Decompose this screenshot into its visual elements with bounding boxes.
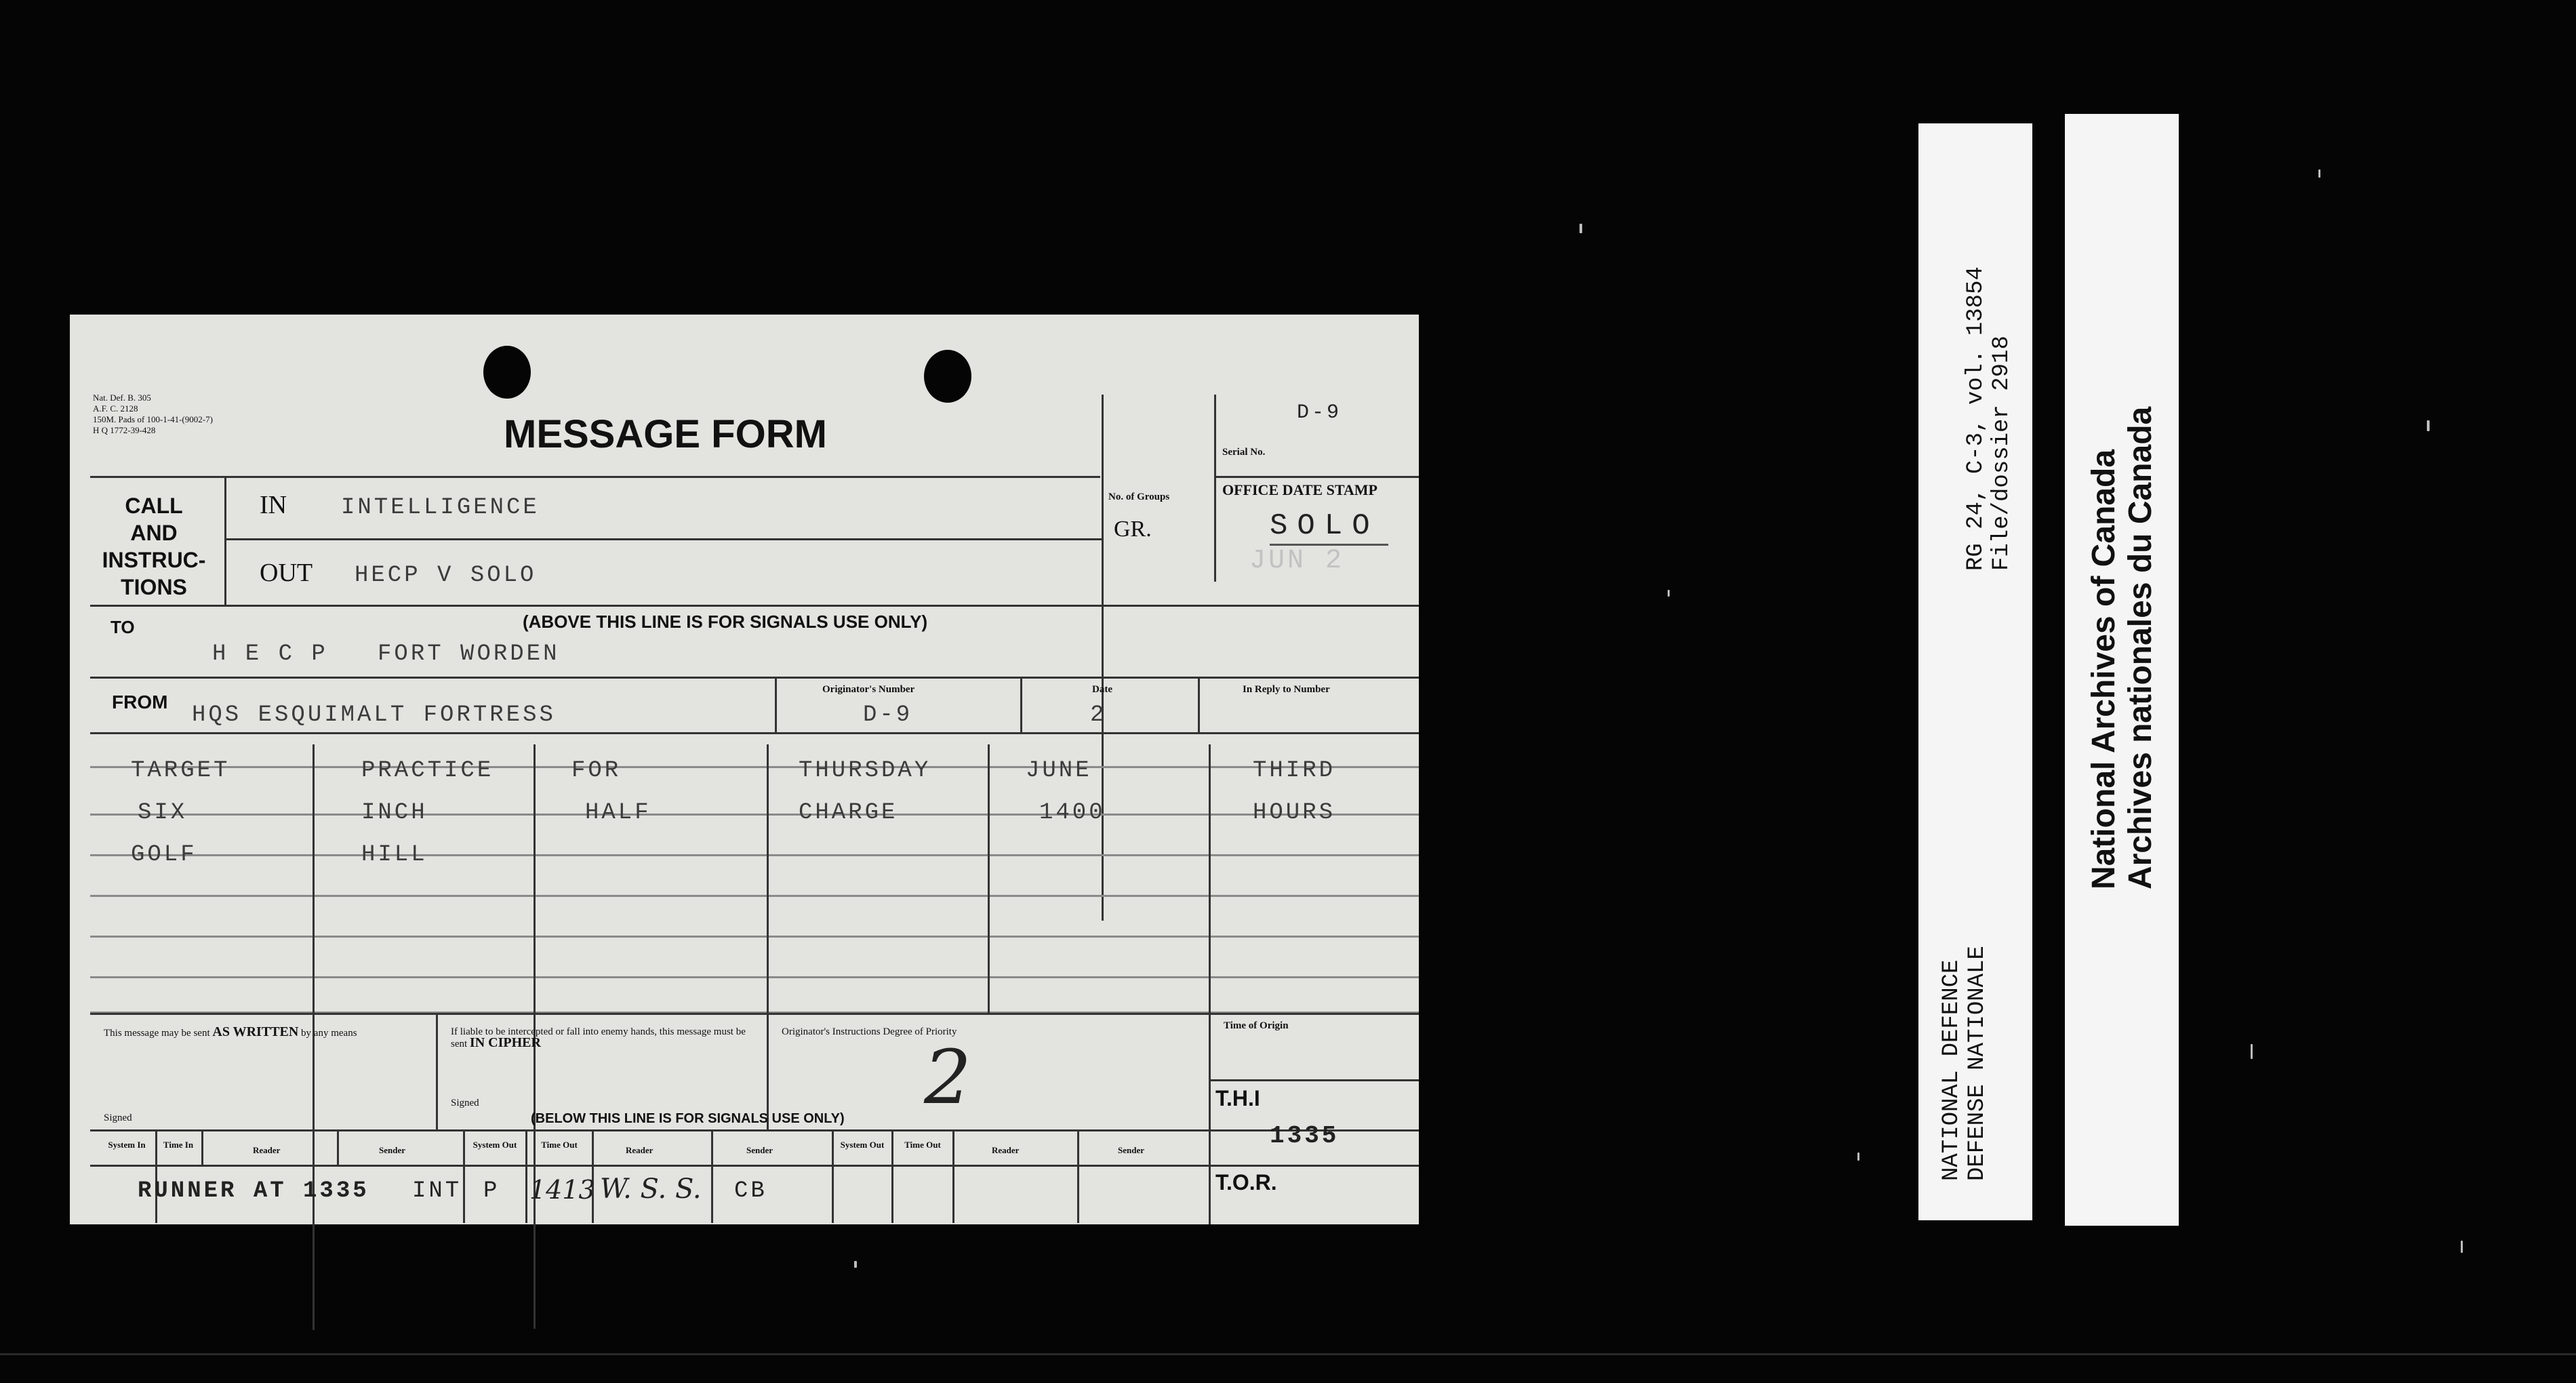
- message-word: 1400: [1039, 800, 1106, 826]
- rule: [1209, 1014, 1211, 1224]
- rule: [1209, 1079, 1419, 1081]
- message-word: GOLF: [131, 842, 197, 868]
- message-word: THURSDAY: [799, 758, 931, 784]
- serial-label: Serial No.: [1222, 447, 1266, 458]
- col-header: Time Out: [904, 1140, 941, 1150]
- from-label: FROM: [112, 692, 168, 713]
- message-word: HOURS: [1253, 800, 1336, 826]
- grid-rule: [952, 1131, 954, 1223]
- grid-rule: [1077, 1131, 1079, 1223]
- dust-speck: [1579, 224, 1582, 233]
- grid-rule: [337, 1131, 339, 1165]
- col-header: System Out: [840, 1140, 885, 1150]
- archive-label-strip: [1918, 123, 2032, 1220]
- time-of-origin-label: Time of Origin: [1224, 1020, 1289, 1031]
- signals-only-note: (ABOVE THIS LINE IS FOR SIGNALS USE ONLY): [523, 612, 928, 632]
- col-header: Time Out: [541, 1140, 578, 1150]
- send-as-written-signed: Signed: [104, 1113, 132, 1123]
- col-header: Sender: [379, 1145, 405, 1155]
- message-word: HALF: [585, 800, 651, 826]
- date-label: Date: [1092, 684, 1112, 695]
- form-code-line: A.F. C. 2128: [93, 403, 138, 414]
- film-edge-line: [0, 1353, 2576, 1355]
- rule: [436, 1014, 438, 1129]
- punch-hole: [924, 350, 971, 403]
- grid-rule: [155, 1131, 157, 1223]
- message-word: THIRD: [1253, 758, 1336, 784]
- message-form: [70, 315, 1419, 1224]
- to-value: H E C P FORT WORDEN: [212, 641, 560, 667]
- rule: [90, 605, 1419, 607]
- grid-rule: [1209, 744, 1211, 1013]
- cipher-signed: Signed: [451, 1098, 479, 1108]
- grid-rule: [201, 1131, 203, 1165]
- grid-rule: [525, 1131, 527, 1223]
- col-header: Reader: [626, 1145, 653, 1155]
- dust-speck: [2318, 169, 2320, 178]
- grid-rule: [891, 1131, 893, 1223]
- col-header: Reader: [253, 1145, 281, 1155]
- rule: [90, 1165, 1209, 1167]
- dust-speck: [2461, 1241, 2463, 1253]
- to-label: TO: [110, 617, 135, 637]
- message-word: TARGET: [131, 758, 230, 784]
- punch-hole: [483, 346, 531, 399]
- groups-label: No. of Groups: [1108, 492, 1170, 502]
- sender-entry: CB: [734, 1178, 767, 1204]
- grid-rule: [90, 766, 1419, 768]
- dust-speck: [2251, 1044, 2253, 1059]
- below-signals-note: (BELOW THIS LINE IS FOR SIGNALS USE ONLY): [531, 1111, 845, 1126]
- grid-rule: [90, 854, 1419, 856]
- rule: [90, 677, 1419, 679]
- rule: [1020, 677, 1022, 732]
- grid-rule: [988, 744, 990, 1013]
- system-out-entry: P: [483, 1178, 500, 1204]
- grid-rule: [90, 814, 1419, 816]
- message-word: CHARGE: [799, 800, 898, 826]
- grid-rule: [767, 744, 769, 1013]
- grid-rule: [90, 936, 1419, 938]
- dust-speck: [2427, 420, 2430, 431]
- archive-label-strip: [2065, 114, 2179, 1226]
- groups-value: GR.: [1114, 517, 1152, 542]
- grid-rule: [90, 976, 1419, 978]
- rule: [1215, 476, 1419, 478]
- grid-rule: [463, 1131, 465, 1223]
- archive-name: National Archives of Canada: [2086, 449, 2122, 889]
- cipher-note: If liable to be intercepted or fall into enemy hands, this message must be sent IN CIPHER: [451, 1026, 746, 1050]
- rule: [1214, 395, 1216, 582]
- rule: [90, 732, 1419, 734]
- form-title: MESSAGE FORM: [504, 412, 827, 456]
- grid-rule: [832, 1131, 834, 1223]
- col-header: Time In: [163, 1140, 194, 1150]
- office-date-stamp-label: OFFICE DATE STAMP: [1222, 481, 1377, 498]
- col-header: System In: [108, 1140, 146, 1150]
- out-value: HECP V SOLO: [355, 563, 537, 588]
- from-value: HQS ESQUIMALT FORTRESS: [192, 702, 556, 728]
- originators-number-value: D-9: [863, 702, 913, 728]
- office-date-stamp-value: SOLO: [1270, 509, 1380, 543]
- col-header: System Out: [472, 1140, 517, 1150]
- runner-entry: RUNNER AT 1335: [138, 1178, 369, 1204]
- department-label: NATIONAL DEFENCE: [1939, 959, 1965, 1181]
- message-word: JUNE: [1026, 758, 1092, 784]
- grid-rule: [711, 1131, 713, 1223]
- originators-number-label: Originator's Number: [822, 684, 915, 695]
- archive-reference: RG 24, C-3, vol. 13854: [1963, 266, 1989, 571]
- in-label: IN: [260, 491, 287, 519]
- dust-speck: [1857, 1152, 1859, 1161]
- message-word: FOR: [571, 758, 622, 784]
- out-label: OUT: [260, 559, 313, 587]
- thi-label: T.H.I: [1215, 1086, 1260, 1110]
- col-header: Sender: [1118, 1145, 1144, 1155]
- date-value: 2: [1090, 702, 1107, 728]
- dust-speck: [1668, 590, 1670, 597]
- priority-handwritten: 2: [924, 1034, 971, 1121]
- form-code-line: H Q 1772-39-428: [93, 425, 156, 435]
- originator-instructions-label: Originator's Instructions Degree of Priority: [782, 1026, 957, 1037]
- message-word: SIX: [138, 800, 188, 826]
- send-as-written-note: This message may be sent AS WRITTEN by any means: [104, 1024, 357, 1039]
- message-word: INCH: [361, 800, 428, 826]
- rule: [90, 1013, 1419, 1015]
- in-reply-label: In Reply to Number: [1243, 684, 1330, 695]
- rule: [226, 538, 1102, 540]
- dust-speck: [854, 1261, 857, 1268]
- archive-reference-file: File/dossier 2918: [1989, 336, 2015, 571]
- int-entry: INT: [412, 1178, 462, 1204]
- rule: [224, 476, 226, 605]
- form-code-line: Nat. Def. B. 305: [93, 393, 151, 403]
- serial-number: D-9: [1297, 401, 1342, 424]
- col-header: Reader: [992, 1145, 1020, 1155]
- form-code-line: 150M. Pads of 100-1-41-(9002-7): [93, 414, 213, 424]
- call-instructions-label: CALL AND INSTRUC-TIONS: [102, 494, 206, 599]
- col-header: Sender: [746, 1145, 773, 1155]
- rule: [1209, 1165, 1419, 1167]
- in-value: INTELLIGENCE: [341, 495, 540, 521]
- department-label-fr: DEFENSE NATIONALE: [1965, 946, 1990, 1181]
- rule: [775, 677, 777, 732]
- message-word: PRACTICE: [361, 758, 494, 784]
- faint-stamp-date: JUN 2: [1249, 546, 1345, 576]
- message-word: HILL: [361, 842, 428, 868]
- time-out-handwritten: 1413: [529, 1175, 595, 1205]
- grid-rule: [90, 895, 1419, 897]
- rule: [1102, 395, 1104, 921]
- archive-name-fr: Archives nationales du Canada: [2122, 406, 2158, 889]
- rule: [1198, 677, 1200, 732]
- reader-handwritten: W. S. S.: [600, 1174, 702, 1205]
- thi-value: 1335: [1270, 1122, 1340, 1150]
- tor-label: T.O.R.: [1215, 1170, 1277, 1195]
- rule: [90, 1129, 1419, 1131]
- rule: [90, 476, 1100, 478]
